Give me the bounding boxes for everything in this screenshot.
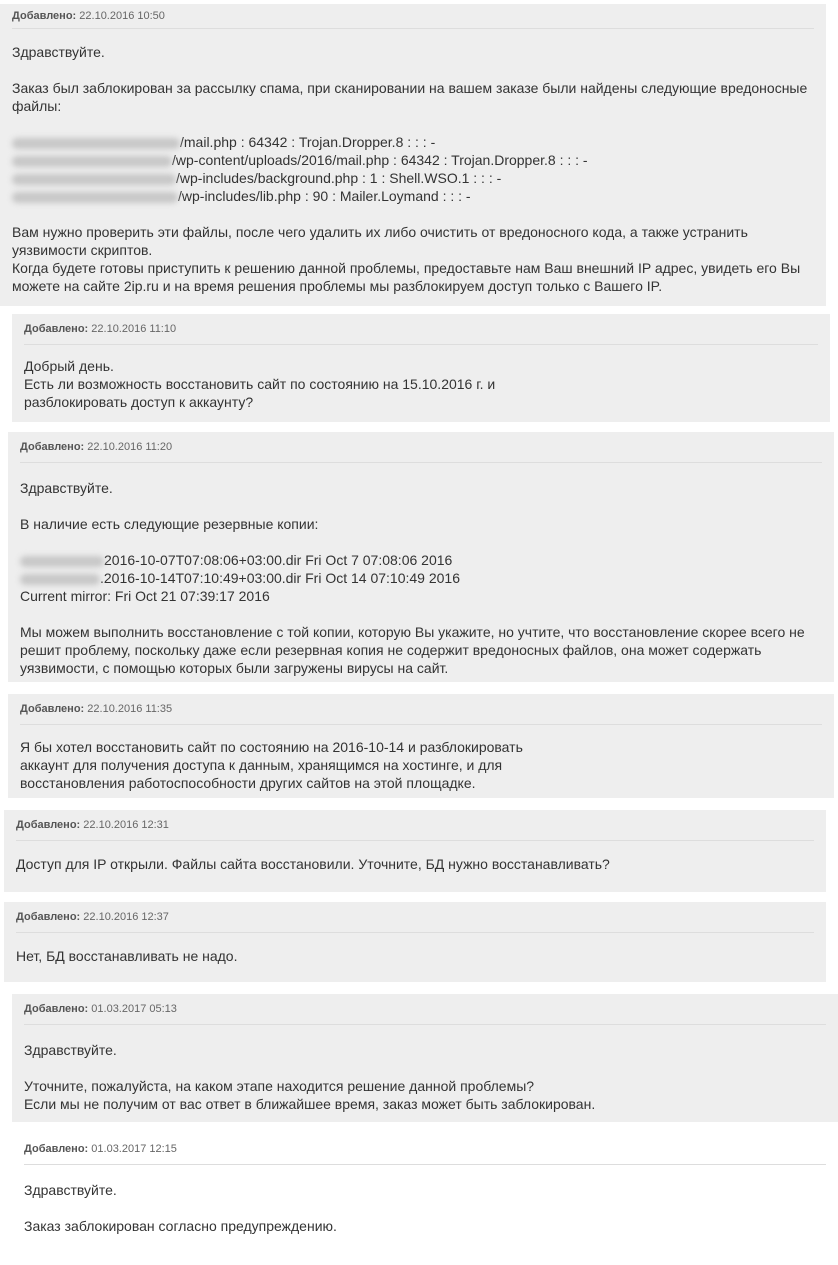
message-body [24, 1165, 826, 1235]
message-header [24, 1134, 826, 1165]
text-line: аккаунт для получения доступа к данным, хранящимся на хостинге, и для [20, 757, 503, 773]
message-body [20, 463, 822, 677]
message-6 [4, 902, 826, 982]
message-date: 22.10.2016 12:37 [83, 911, 169, 923]
text-line: Заказ заблокирован согласно предупреждению. [24, 1218, 337, 1234]
message-header [16, 810, 814, 841]
message-3 [8, 432, 834, 682]
message-date: 01.03.2017 05:13 [91, 1003, 177, 1015]
file-line: /wp-includes/background.php : 1 : Shell.WSO.1 : : : - [12, 169, 814, 187]
message-8 [12, 1134, 838, 1254]
greeting: Здравствуйте. [20, 480, 113, 496]
text-line: Добрый день. [24, 358, 114, 374]
file-line: /mail.php : 64342 : Trojan.Dropper.8 : : : - [12, 133, 814, 151]
text-line: разблокировать доступ к аккаунту? [24, 394, 254, 410]
redacted-path [20, 556, 104, 567]
text-line: Есть ли возможность восстановить сайт по состоянию на 15.10.2016 г. и [24, 376, 496, 392]
message-header [20, 432, 822, 463]
message-body [24, 1025, 826, 1113]
added-label: Добавлено: [16, 911, 81, 923]
greeting: Здравствуйте. [12, 44, 105, 60]
message-7 [12, 994, 838, 1122]
greeting: Здравствуйте. [24, 1182, 117, 1198]
message-header [24, 314, 818, 345]
message-date: 22.10.2016 11:10 [91, 323, 177, 335]
message-4 [8, 694, 834, 798]
text-line: Если мы не получим от вас ответ в ближайшее время, заказ может быть заблокирован. [24, 1096, 596, 1112]
message-body [16, 841, 814, 873]
message-header [12, 4, 814, 29]
greeting: Здравствуйте. [24, 1042, 117, 1058]
message-body [16, 933, 814, 965]
redacted-path [12, 192, 178, 203]
message-body [20, 725, 822, 792]
text-line: Доступ для IP открыли. Файлы сайта восстановили. Уточните, БД нужно восстанавливать? [16, 856, 610, 872]
message-5 [4, 810, 826, 892]
file-line: /wp-includes/lib.php : 90 : Mailer.Loymand : : : - [12, 187, 814, 205]
paragraph: Вам нужно проверить эти файлы, после чего удалить их либо очистить от вредоносного кода, а также устранить уязвимости скриптов. [12, 224, 748, 258]
message-date: 22.10.2016 12:31 [83, 819, 169, 831]
message-date: 22.10.2016 11:35 [87, 703, 173, 715]
added-label: Добавлено: [20, 441, 85, 453]
redacted-path [12, 156, 172, 167]
message-1 [0, 4, 826, 306]
text-line: Уточните, пожалуйста, на каком этапе находится решение данной проблемы? [24, 1078, 535, 1094]
message-header [24, 994, 826, 1025]
message-2 [12, 314, 830, 422]
paragraph: Заказ был заблокирован за рассылку спама, при сканировании на вашем заказе были найдены следующие вредоносные файлы: [12, 80, 808, 114]
redacted-path [12, 174, 176, 185]
message-header [20, 694, 822, 725]
text-line: Я бы хотел восстановить сайт по состоянию на 2016-10-14 и разблокировать [20, 739, 523, 755]
backup-line: 2016-10-07T07:08:06+03:00.dir Fri Oct 7 07:08:06 2016 [20, 551, 822, 569]
added-label: Добавлено: [24, 1143, 89, 1155]
added-label: Добавлено: [20, 703, 85, 715]
redacted-path [12, 138, 180, 149]
message-body [12, 29, 814, 295]
paragraph: Когда будете готовы приступить к решению данной проблемы, предоставьте нам Ваш внешний IP адрес, увидеть его Вы можете на сайте 2ip.ru и на время решения проблемы мы разблокируем доступ только с Вашего IP. [12, 260, 801, 294]
text-line: Нет, БД восстанавливать не надо. [16, 948, 238, 964]
backup-line: .2016-10-14T07:10:49+03:00.dir Fri Oct 14 07:10:49 2016 [20, 569, 822, 587]
message-date: 01.03.2017 12:15 [91, 1143, 177, 1155]
file-line: /wp-content/uploads/2016/mail.php : 64342 : Trojan.Dropper.8 : : : - [12, 151, 814, 169]
paragraph: В наличие есть следующие резервные копии: [20, 516, 319, 532]
added-label: Добавлено: [24, 323, 89, 335]
paragraph: Мы можем выполнить восстановление с той копии, которую Вы укажите, но учтите, что восстановление скорее всего не решит проблему, поскольку даже если резервная копия не содержит вредоносных файлов, она может содержать уязвимости, с помощью которых были загружены вирусы на сайт. [20, 624, 805, 676]
text-line: восстановления работоспособности других сайтов на этой площадке. [20, 775, 476, 791]
message-date: 22.10.2016 10:50 [79, 10, 165, 22]
message-date: 22.10.2016 11:20 [87, 441, 173, 453]
mirror-line: Current mirror: Fri Oct 21 07:39:17 2016 [20, 588, 270, 604]
added-label: Добавлено: [24, 1003, 89, 1015]
message-body [24, 345, 818, 411]
redacted-path [20, 574, 100, 585]
added-label: Добавлено: [16, 819, 81, 831]
added-label: Добавлено: [12, 10, 77, 22]
message-header [16, 902, 814, 933]
